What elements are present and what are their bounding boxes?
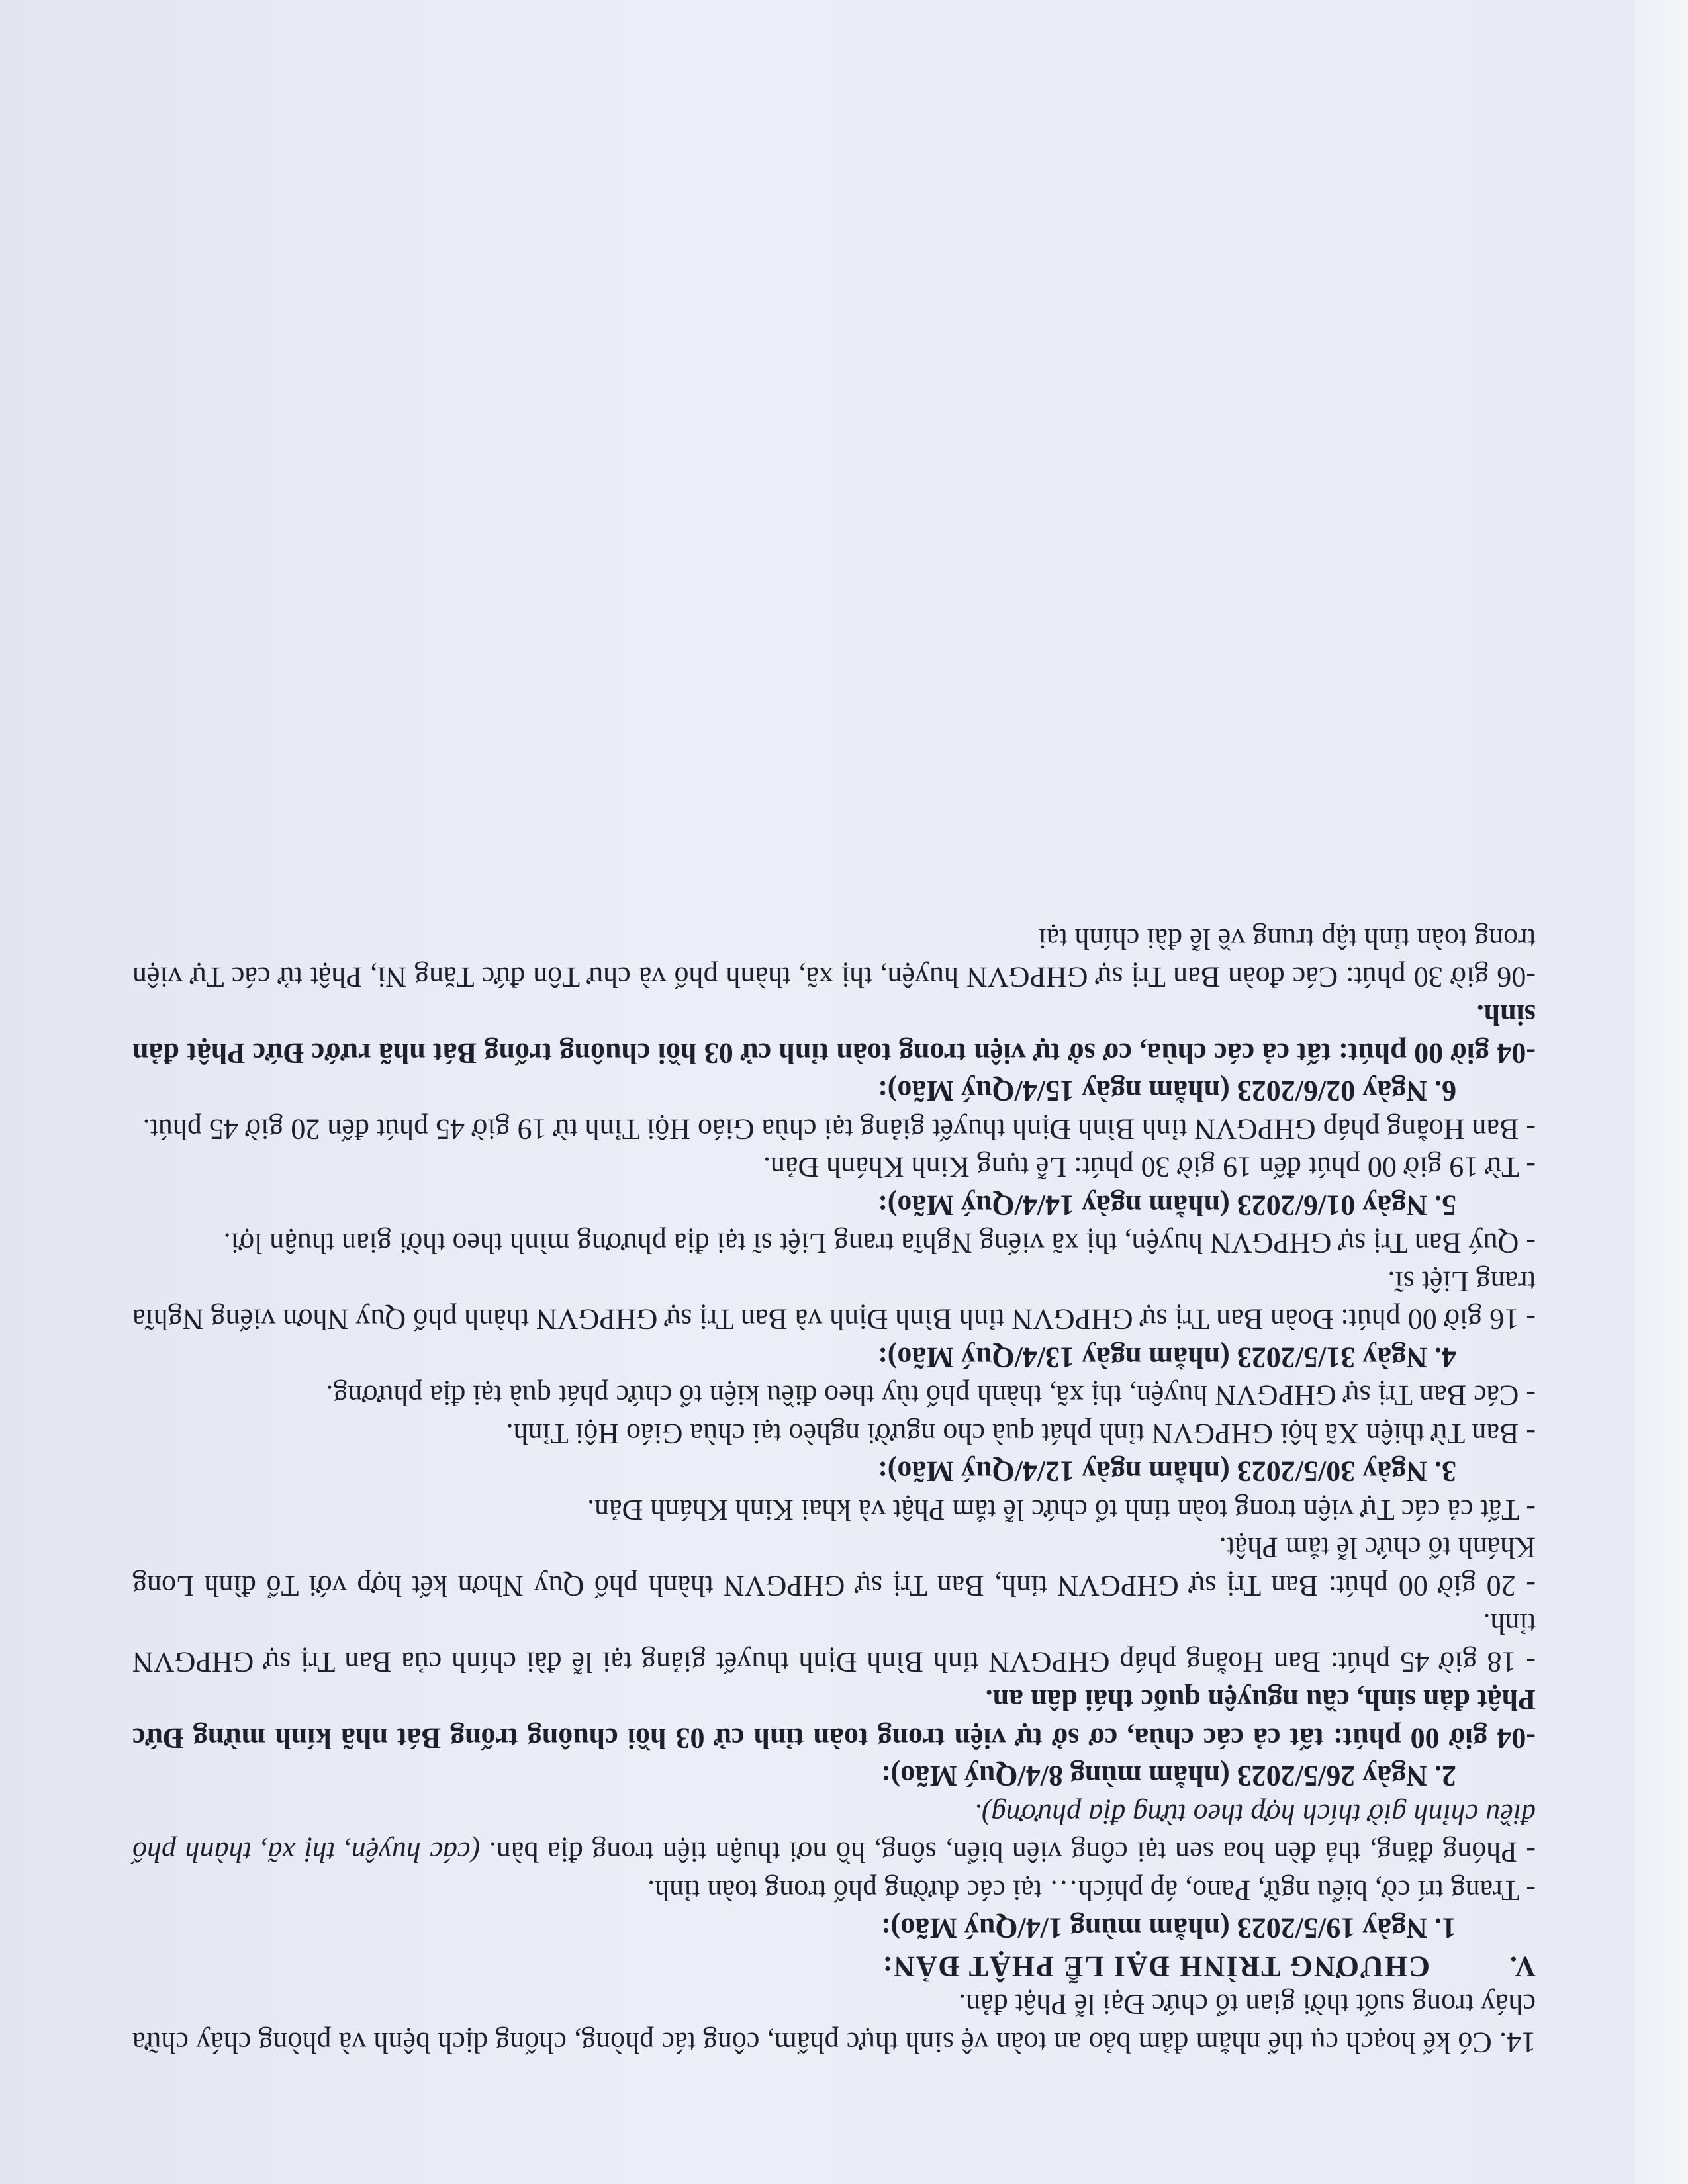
- day6-line2: -06 giờ 30 phút: Các đoàn Ban Trị sự GHPGVN huyện, thị xã, thành phố và chư Tôn đức Tăng Ni, Phật tử các Tự viện trong toàn tỉnh tập trung về lễ đài chính tại: [132, 923, 1536, 993]
- day5-line1: - Từ 19 giờ 00 phút đến 19 giờ 30 phút: Lễ tụng Kinh Khánh Đản.: [763, 1151, 1536, 1184]
- day1-line1: - Trang trí cờ, biểu ngữ, Pano, áp phích… tại các đường phố trong toàn tỉnh.: [647, 1874, 1536, 1907]
- day4-line2: - Quý Ban Trị sự GHPGVN huyện, thị xã viếng Nghĩa trang Liệt sĩ tại địa phương mình theo thời gian thuận lợi.: [223, 1227, 1536, 1260]
- day3-line2: - Các Ban Trị sự GHPGVN huyện, thị xã, thành phố tùy theo điều kiện tổ chức phát quà tại địa phương.: [326, 1379, 1536, 1412]
- day6-title: 6. Ngày 02/6/2023 (nhằm ngày 15/4/Quý Mão):: [878, 1075, 1456, 1108]
- day1-line2: [132, 1796, 1536, 1872]
- day6-line1: -04 giờ 00 phút: tất cả các chùa, cơ sở tự viện trong toàn tỉnh cử 03 hồi chuông trống Bát nhã rước Đức Phật đản sinh.: [132, 999, 1536, 1069]
- day1-title: 1. Ngày 19/5/2023 (nhằm mùng 1/4/Quý Mão):: [880, 1912, 1456, 1945]
- day2-line3: - 20 giờ 00 phút: Ban Trị sự GHPGVN tỉnh, Ban Trị sự GHPGVN thành phố Quy Nhơn kết hợp với Tổ đình Long Khánh tổ chức lễ tắm Phật.: [132, 1531, 1536, 1602]
- day2-line2: - 18 giờ 45 phút: Ban Hoằng pháp GHPGVN tỉnh Bình Định thuyết giảng tại lễ đài chính của Ban Trị sự GHPGVN tỉnh.: [132, 1608, 1536, 1678]
- day3-line1: - Ban Từ thiện Xã hội GHPGVN tỉnh phát quà cho người nghèo tại chùa Giáo Hội Tỉnh.: [506, 1418, 1536, 1450]
- section-heading: [132, 1948, 1536, 1986]
- section-title: CHƯƠNG TRÌNH ĐẠI LỄ PHẬT ĐẢN:: [881, 1950, 1430, 1983]
- section-number: V.: [1508, 1950, 1536, 1983]
- day5-title: 5. Ngày 01/6/2023 (nhằm ngày 14/4/Quý Mão):: [878, 1189, 1456, 1222]
- day2-title: 2. Ngày 26/5/2023 (nhằm mùng 8/4/Quý Mão):: [880, 1760, 1456, 1793]
- day2-line4: - Tất cả các Tự viện trong toàn tỉnh tổ chức lễ tắm Phật và khai Kinh Khánh Đản.: [587, 1494, 1536, 1526]
- day2-line1: -04 giờ 00 phút: tất cả các chùa, cơ sở tự viện trong toàn tỉnh cử 03 hồi chuông trống Bát nhã kính mừng Đức Phật đản sinh, cầu nguyện quốc thái dân an.: [132, 1684, 1536, 1754]
- item-14: 14. Có kế hoạch cụ thể nhằm đảm bảo an toàn vệ sinh thực phẩm, công tác phòng, chống dịch bệnh và phòng cháy chữa cháy trong suốt thời gian tổ chức Đại lễ Phật đản.: [132, 1988, 1536, 2059]
- day3-title: 3. Ngày 30/5/2023 (nhằm ngày 12/4/Quý Mão):: [878, 1455, 1456, 1488]
- day4-title: 4. Ngày 31/5/2023 (nhằm ngày 13/4/Quý Mão):: [878, 1342, 1456, 1374]
- day5-line2: - Ban Hoằng pháp GHPGVN tỉnh Bình Định thuyết giảng tại chùa Giáo Hội Tỉnh từ 19 giờ 45 phút đến 20 giờ 45 phút.: [142, 1113, 1536, 1146]
- document-body: [132, 920, 1536, 2062]
- day1-line2-main: - Phóng đăng, thả đèn hoa sen tại công viên biển, sông, hồ nơi thuận tiện trong địa bàn.: [489, 1836, 1536, 1869]
- day1-line2-note: (các huyện, thị xã, thành phố điều chỉnh giờ thích hợp theo từng địa phương).: [132, 1798, 1536, 1869]
- day4-line1: - 16 giờ 00 phút: Đoàn Ban Trị sự GHPGVN tỉnh Bình Định và Ban Trị sự GHPGVN thành phố Quy Nhơn viếng Nghĩa trang Liệt sĩ.: [132, 1265, 1536, 1336]
